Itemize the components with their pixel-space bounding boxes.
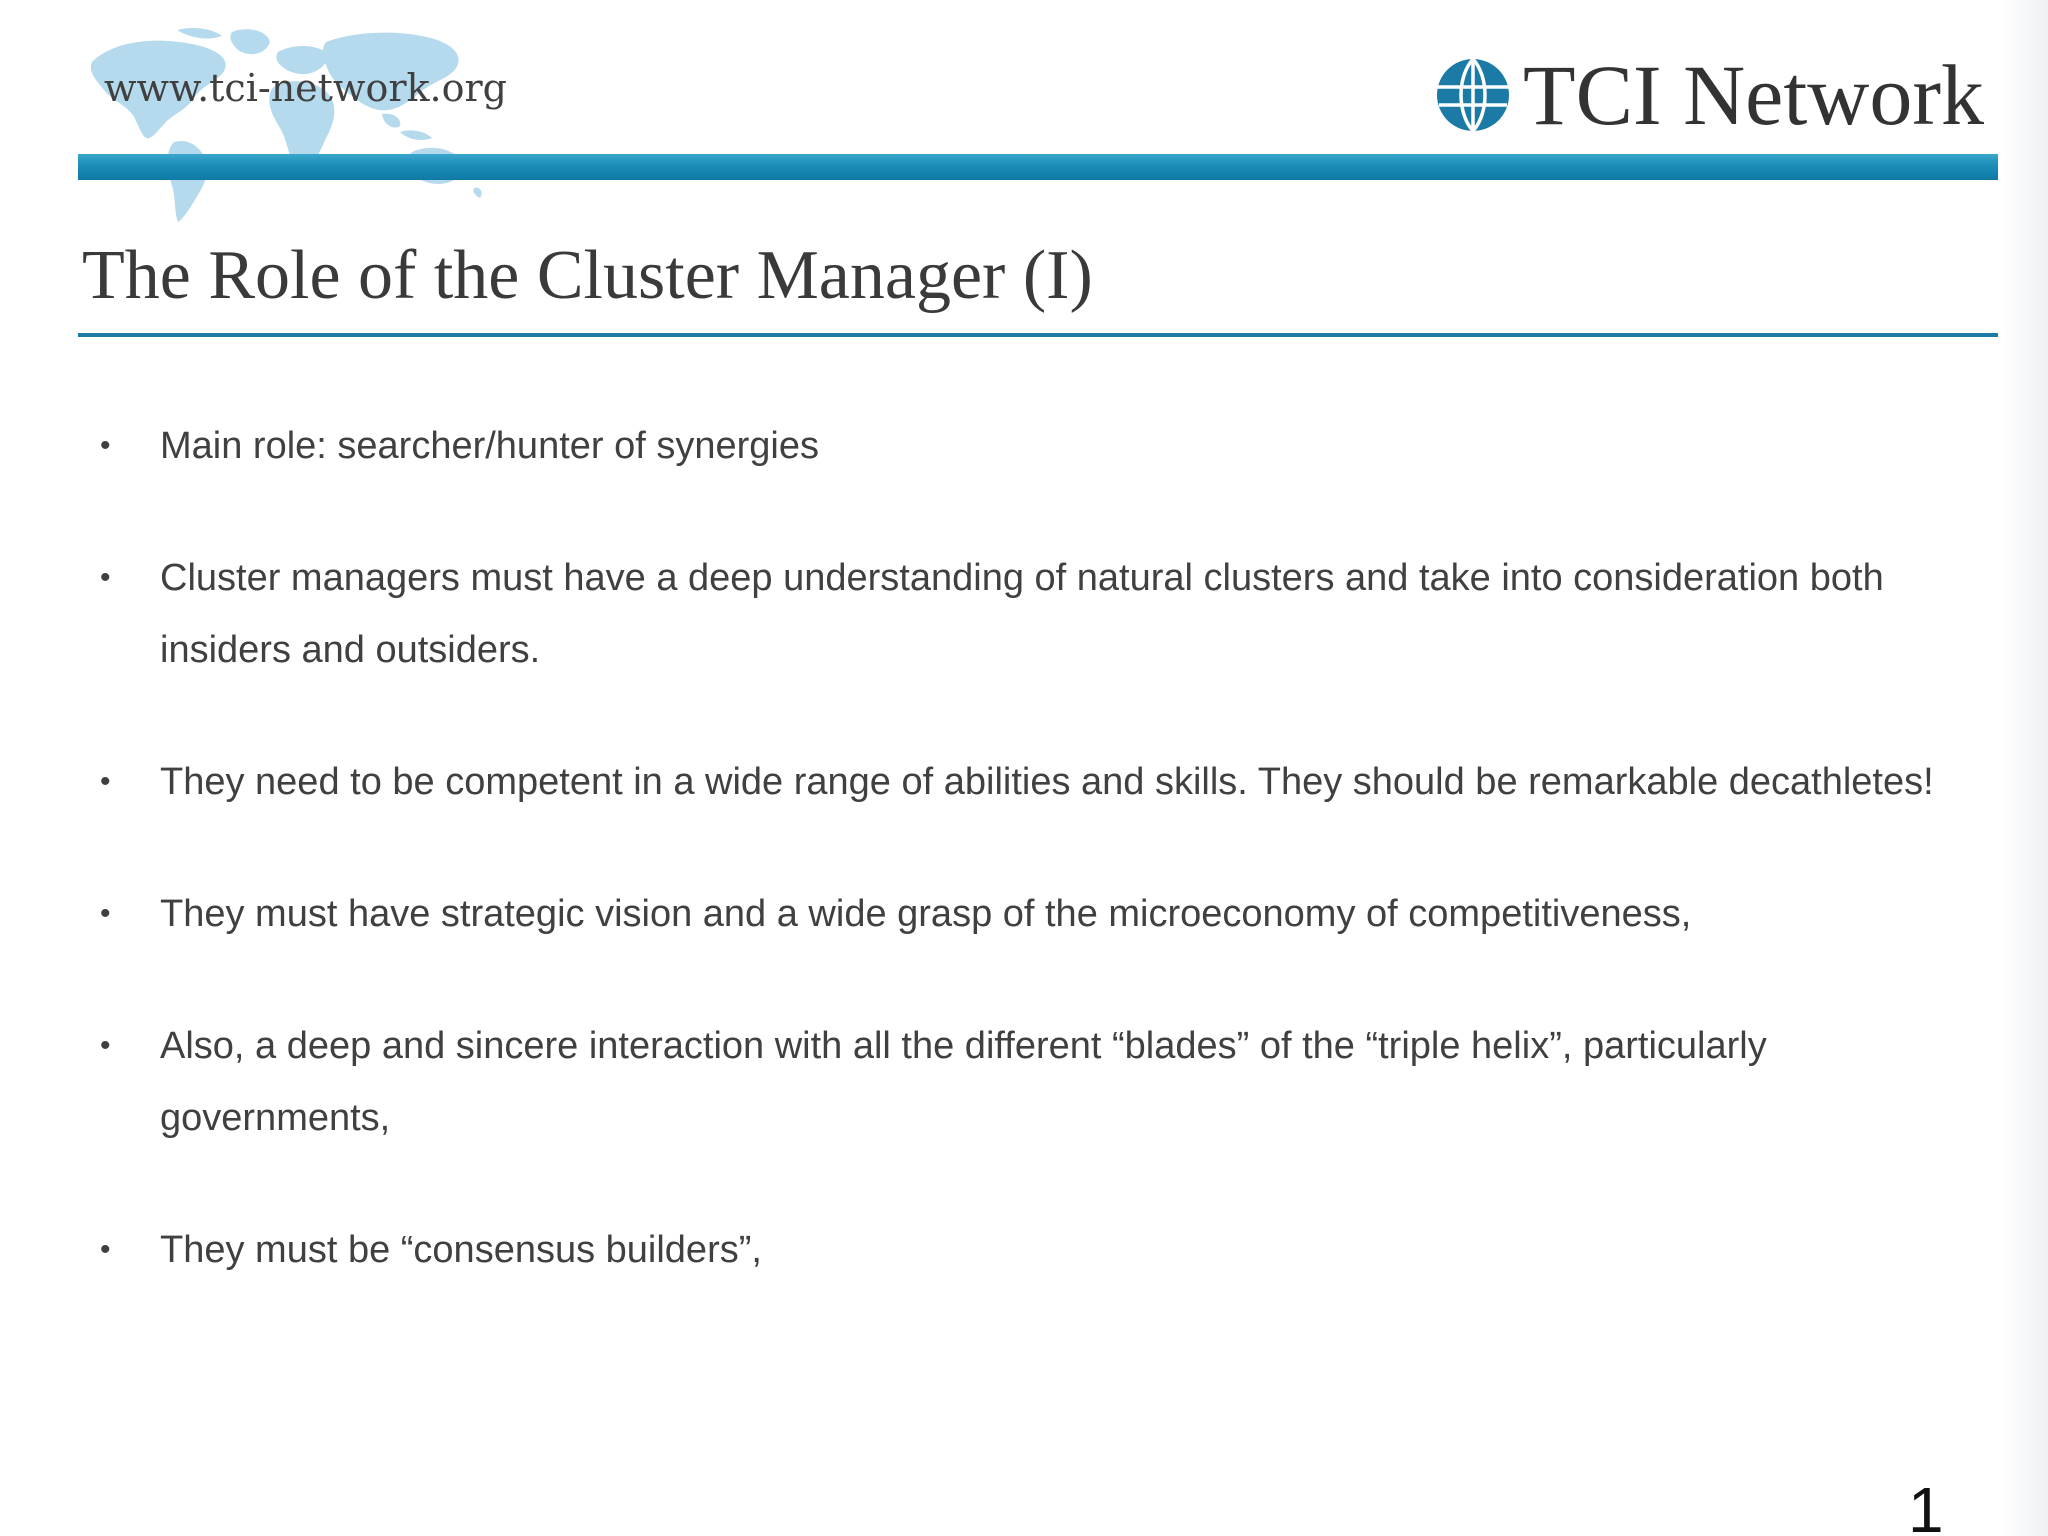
bullet-text: They need to be competent in a wide range of abilities and skills. They should be remarkable decathletes! [160, 761, 1934, 803]
bullet-marker: • [100, 1233, 111, 1266]
bullet-item [96, 542, 1996, 686]
bullet-text: They must be “consensus builders”, [160, 1229, 762, 1271]
bullet-text: Also, a deep and sincere interaction with all the different “blades” of the “triple helix”, particularly governments, [160, 1025, 1767, 1139]
bullet-item [96, 746, 1996, 818]
bullet-text: Main role: searcher/hunter of synergies [160, 425, 819, 467]
bullet-item [96, 878, 1996, 950]
bullet-marker: • [100, 765, 111, 798]
tci-network-logo [1435, 47, 1984, 143]
world-map-icon [82, 22, 502, 227]
bullet-marker: • [100, 897, 111, 930]
page-title: The Role of the Cluster Manager (I) [82, 237, 1093, 314]
bullet-item [96, 1214, 1996, 1286]
globe-logo-icon [1435, 57, 1511, 133]
header-bar [78, 154, 1998, 180]
bullet-marker: • [100, 1029, 111, 1062]
logo-text: TCI Network [1523, 47, 1984, 143]
title-divider [78, 333, 1998, 337]
bullet-text: They must have strategic vision and a wide grasp of the microeconomy of competitiveness, [160, 893, 1692, 935]
bullet-text: Cluster managers must have a deep understanding of natural clusters and take into consideration both insiders and outsiders. [160, 557, 1884, 671]
bullet-marker: • [100, 429, 111, 462]
bullet-item [96, 1010, 1996, 1154]
bullet-list [96, 410, 1996, 1346]
page-number: 1 [1908, 1474, 1944, 1536]
bullet-marker: • [100, 561, 111, 594]
site-url[interactable]: www.tci-network.org [104, 66, 507, 110]
right-edge-shade [2000, 0, 2048, 1536]
bullet-item [96, 410, 1996, 482]
